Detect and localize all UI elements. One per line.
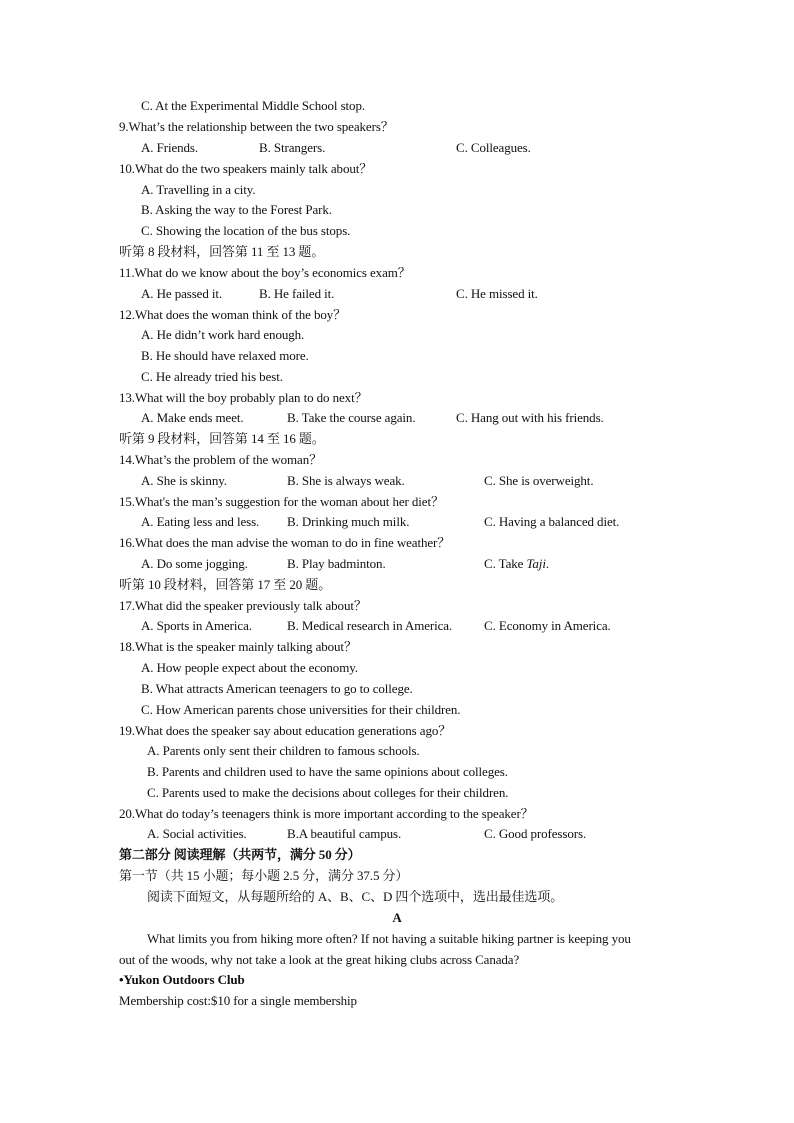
option-a: A. Make ends meet. — [141, 410, 244, 425]
part-two-heading: 第二部分 阅读理解（共两节，满分 50 分） — [119, 847, 361, 862]
option-b: B. Medical research in America. — [287, 618, 453, 633]
option-b: B. He failed it. — [259, 286, 335, 301]
taji-italic: Taji — [526, 556, 546, 571]
option-a: A. Parents only sent their children to famous schools. — [147, 743, 420, 758]
option-b: B. Parents and children used to have the same opinions about colleges. — [147, 764, 508, 779]
option-a: A. Friends. — [141, 140, 199, 155]
option-b: B. Drinking much milk. — [287, 514, 410, 529]
option-a: A. Sports in America. — [141, 618, 252, 633]
passage-paragraph-line: out of the woods, why not take a look at the great hiking clubs across Canada? — [119, 952, 520, 967]
options-row-16 — [141, 554, 701, 574]
options-row-11 — [141, 284, 701, 304]
section-one-heading: 第一节（共 15 小题；每小题 2.5 分，满分 37.5 分） — [119, 868, 409, 883]
option-c: C. Economy in America. — [484, 618, 611, 633]
section-instruction-9: 听第 9 段材料，回答第 14 至 16 题。 — [119, 431, 325, 446]
option-c: C. Hang out with his friends. — [456, 410, 604, 425]
option-line: C. At the Experimental Middle School stop. — [141, 98, 365, 113]
options-row-17 — [141, 616, 701, 636]
option-b: B. He should have relaxed more. — [141, 348, 309, 363]
option-a: A. Eating less and less. — [141, 514, 260, 529]
option-c: C. Showing the location of the bus stops. — [141, 223, 351, 238]
option-b: B. She is always weak. — [287, 473, 405, 488]
options-row-9 — [141, 138, 701, 158]
question-17: 17.What did the speaker previously talk about？ — [119, 598, 367, 613]
option-c: C. He already tried his best. — [141, 369, 283, 384]
options-row-15 — [141, 512, 701, 532]
passage-paragraph-line: What limits you from hiking more often? If not having a suitable hiking partner is keeping you — [147, 931, 631, 946]
option-a: A. Social activities. — [147, 826, 247, 841]
option-b: B. Take the course again. — [287, 410, 416, 425]
option-b: B. Strangers. — [259, 140, 326, 155]
option-a: A. She is skinny. — [141, 473, 227, 488]
option-c: C. Parents used to make the decisions about colleges for their children. — [147, 785, 509, 800]
option-c: C. He missed it. — [456, 286, 538, 301]
question-13: 13.What will the boy probably plan to do next？ — [119, 390, 368, 405]
question-20: 20.What do today’s teenagers think is more important according to the speaker？ — [119, 806, 534, 821]
option-b: B. Asking the way to the Forest Park. — [141, 202, 332, 217]
option-c: C. Colleagues. — [456, 140, 531, 155]
question-16: 16.What does the man advise the woman to do in fine weather？ — [119, 535, 451, 550]
option-c: C. Having a balanced diet. — [484, 514, 620, 529]
question-11: 11.What do we know about the boy’s economics exam？ — [119, 265, 411, 280]
option-c: C. Good professors. — [484, 826, 587, 841]
question-14: 14.What’s the problem of the woman？ — [119, 452, 323, 467]
question-12: 12.What does the woman think of the boy？ — [119, 307, 347, 322]
option-a: A. Do some jogging. — [141, 556, 248, 571]
question-15: 15.What's the man’s suggestion for the woman about her diet？ — [119, 494, 444, 509]
option-a: A. Travelling in a city. — [141, 182, 256, 197]
question-9: 9.What’s the relationship between the two speakers？ — [119, 119, 394, 134]
option-a: A. How people expect about the economy. — [141, 660, 358, 675]
club-heading: •Yukon Outdoors Club — [119, 972, 245, 987]
question-10: 10.What do the two speakers mainly talk about？ — [119, 161, 373, 176]
options-row-14 — [141, 471, 701, 491]
option-b: B. Play badminton. — [287, 556, 386, 571]
option-c: C. How American parents chose universities for their children. — [141, 702, 461, 717]
passage-letter: A — [392, 910, 402, 925]
option-a: A. He passed it. — [141, 286, 223, 301]
reading-instruction: 阅读下面短文，从每题所给的 A、B、C、D 四个选项中，选出最佳选项。 — [147, 889, 564, 904]
options-row-20 — [147, 824, 707, 844]
option-c: C. Take Taji. — [484, 556, 549, 571]
options-row-13 — [141, 408, 701, 428]
option-b: B.A beautiful campus. — [287, 826, 402, 841]
question-19: 19.What does the speaker say about education generations ago？ — [119, 723, 452, 738]
membership-cost: Membership cost:$10 for a single membership — [119, 993, 357, 1008]
section-instruction-10: 听第 10 段材料，回答第 17 至 20 题。 — [119, 577, 332, 592]
option-a: A. He didn’t work hard enough. — [141, 327, 305, 342]
option-c: C. She is overweight. — [484, 473, 594, 488]
option-b: B. What attracts American teenagers to go to college. — [141, 681, 413, 696]
section-instruction-8: 听第 8 段材料，回答第 11 至 13 题。 — [119, 244, 325, 259]
question-18: 18.What is the speaker mainly talking about？ — [119, 639, 357, 654]
